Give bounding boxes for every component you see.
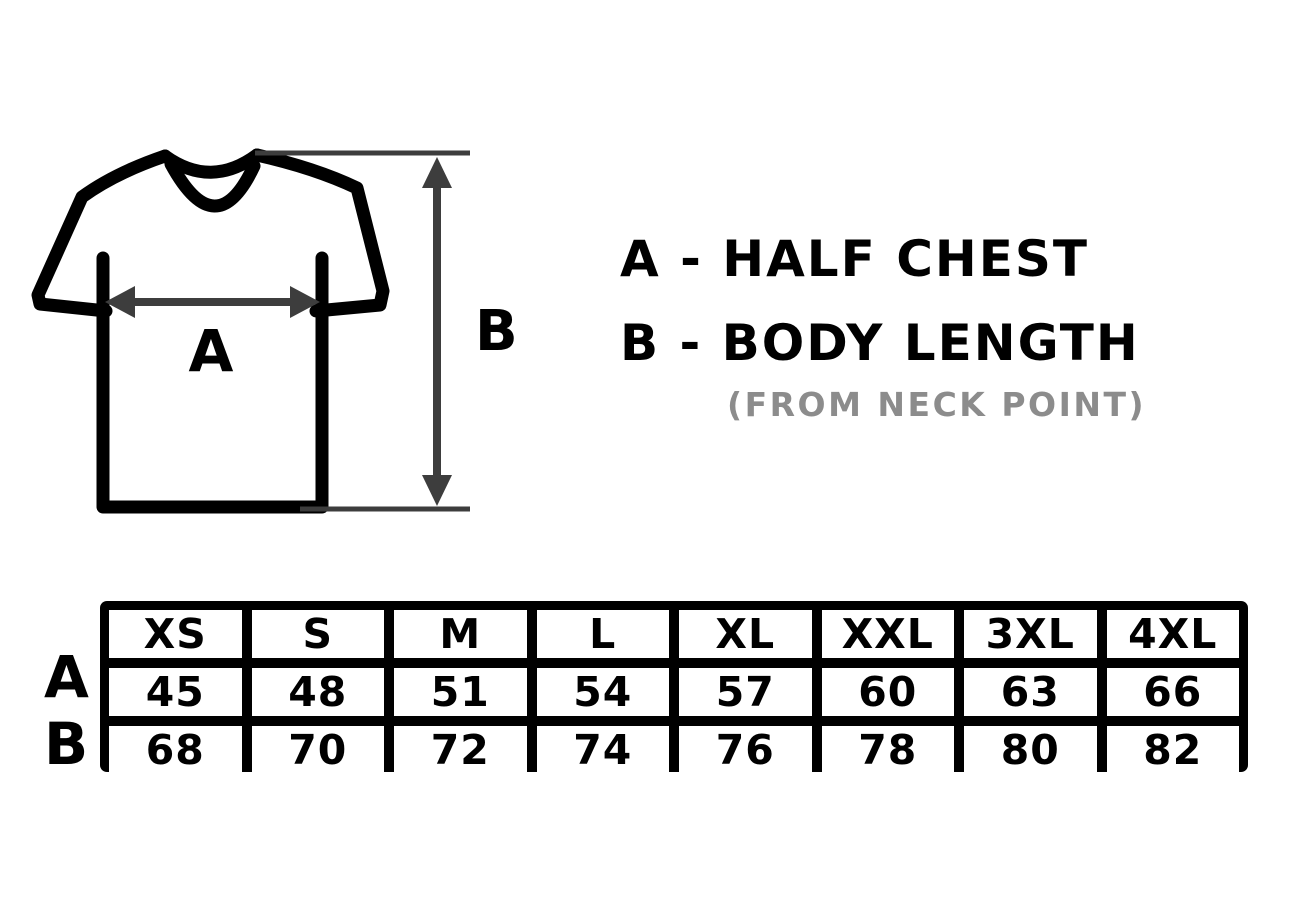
diagram-label-a: A xyxy=(188,317,234,385)
body-length-4xl: 82 xyxy=(1107,726,1240,774)
body-length-3xl: 80 xyxy=(964,726,1097,774)
legend-body-length: B - BODY LENGTH xyxy=(620,314,1140,372)
size-header-s: S xyxy=(252,610,385,658)
size-table xyxy=(100,601,1248,772)
half-chest-xs: 45 xyxy=(109,668,242,716)
size-header-4xl: 4XL xyxy=(1107,610,1240,658)
tshirt-diagram xyxy=(20,135,520,530)
half-chest-3xl: 63 xyxy=(964,668,1097,716)
table-row-label-a: A xyxy=(44,643,89,711)
size-header-xl: XL xyxy=(679,610,812,658)
legend-half-chest: A - HALF CHEST xyxy=(620,230,1090,288)
legend-note-from-neck-point: (FROM NECK POINT) xyxy=(727,385,1147,424)
half-chest-xl: 57 xyxy=(679,668,812,716)
size-header-xs: XS xyxy=(109,610,242,658)
half-chest-s: 48 xyxy=(252,668,385,716)
body-length-arrowhead-top xyxy=(422,157,452,188)
body-length-arrowhead-bottom xyxy=(422,475,452,506)
body-length-m: 72 xyxy=(394,726,527,774)
half-chest-l: 54 xyxy=(537,668,670,716)
body-length-xl: 76 xyxy=(679,726,812,774)
size-header-m: M xyxy=(394,610,527,658)
half-chest-xxl: 60 xyxy=(822,668,955,716)
half-chest-m: 51 xyxy=(394,668,527,716)
half-chest-arrow xyxy=(105,286,320,318)
body-length-l: 74 xyxy=(537,726,670,774)
body-length-s: 70 xyxy=(252,726,385,774)
size-header-3xl: 3XL xyxy=(964,610,1097,658)
body-length-xxl: 78 xyxy=(822,726,955,774)
half-chest-4xl: 66 xyxy=(1107,668,1240,716)
body-length-xs: 68 xyxy=(109,726,242,774)
diagram-label-b: B xyxy=(475,299,518,364)
size-header-xxl: XXL xyxy=(822,610,955,658)
table-row-label-b: B xyxy=(44,710,89,778)
size-header-l: L xyxy=(537,610,670,658)
